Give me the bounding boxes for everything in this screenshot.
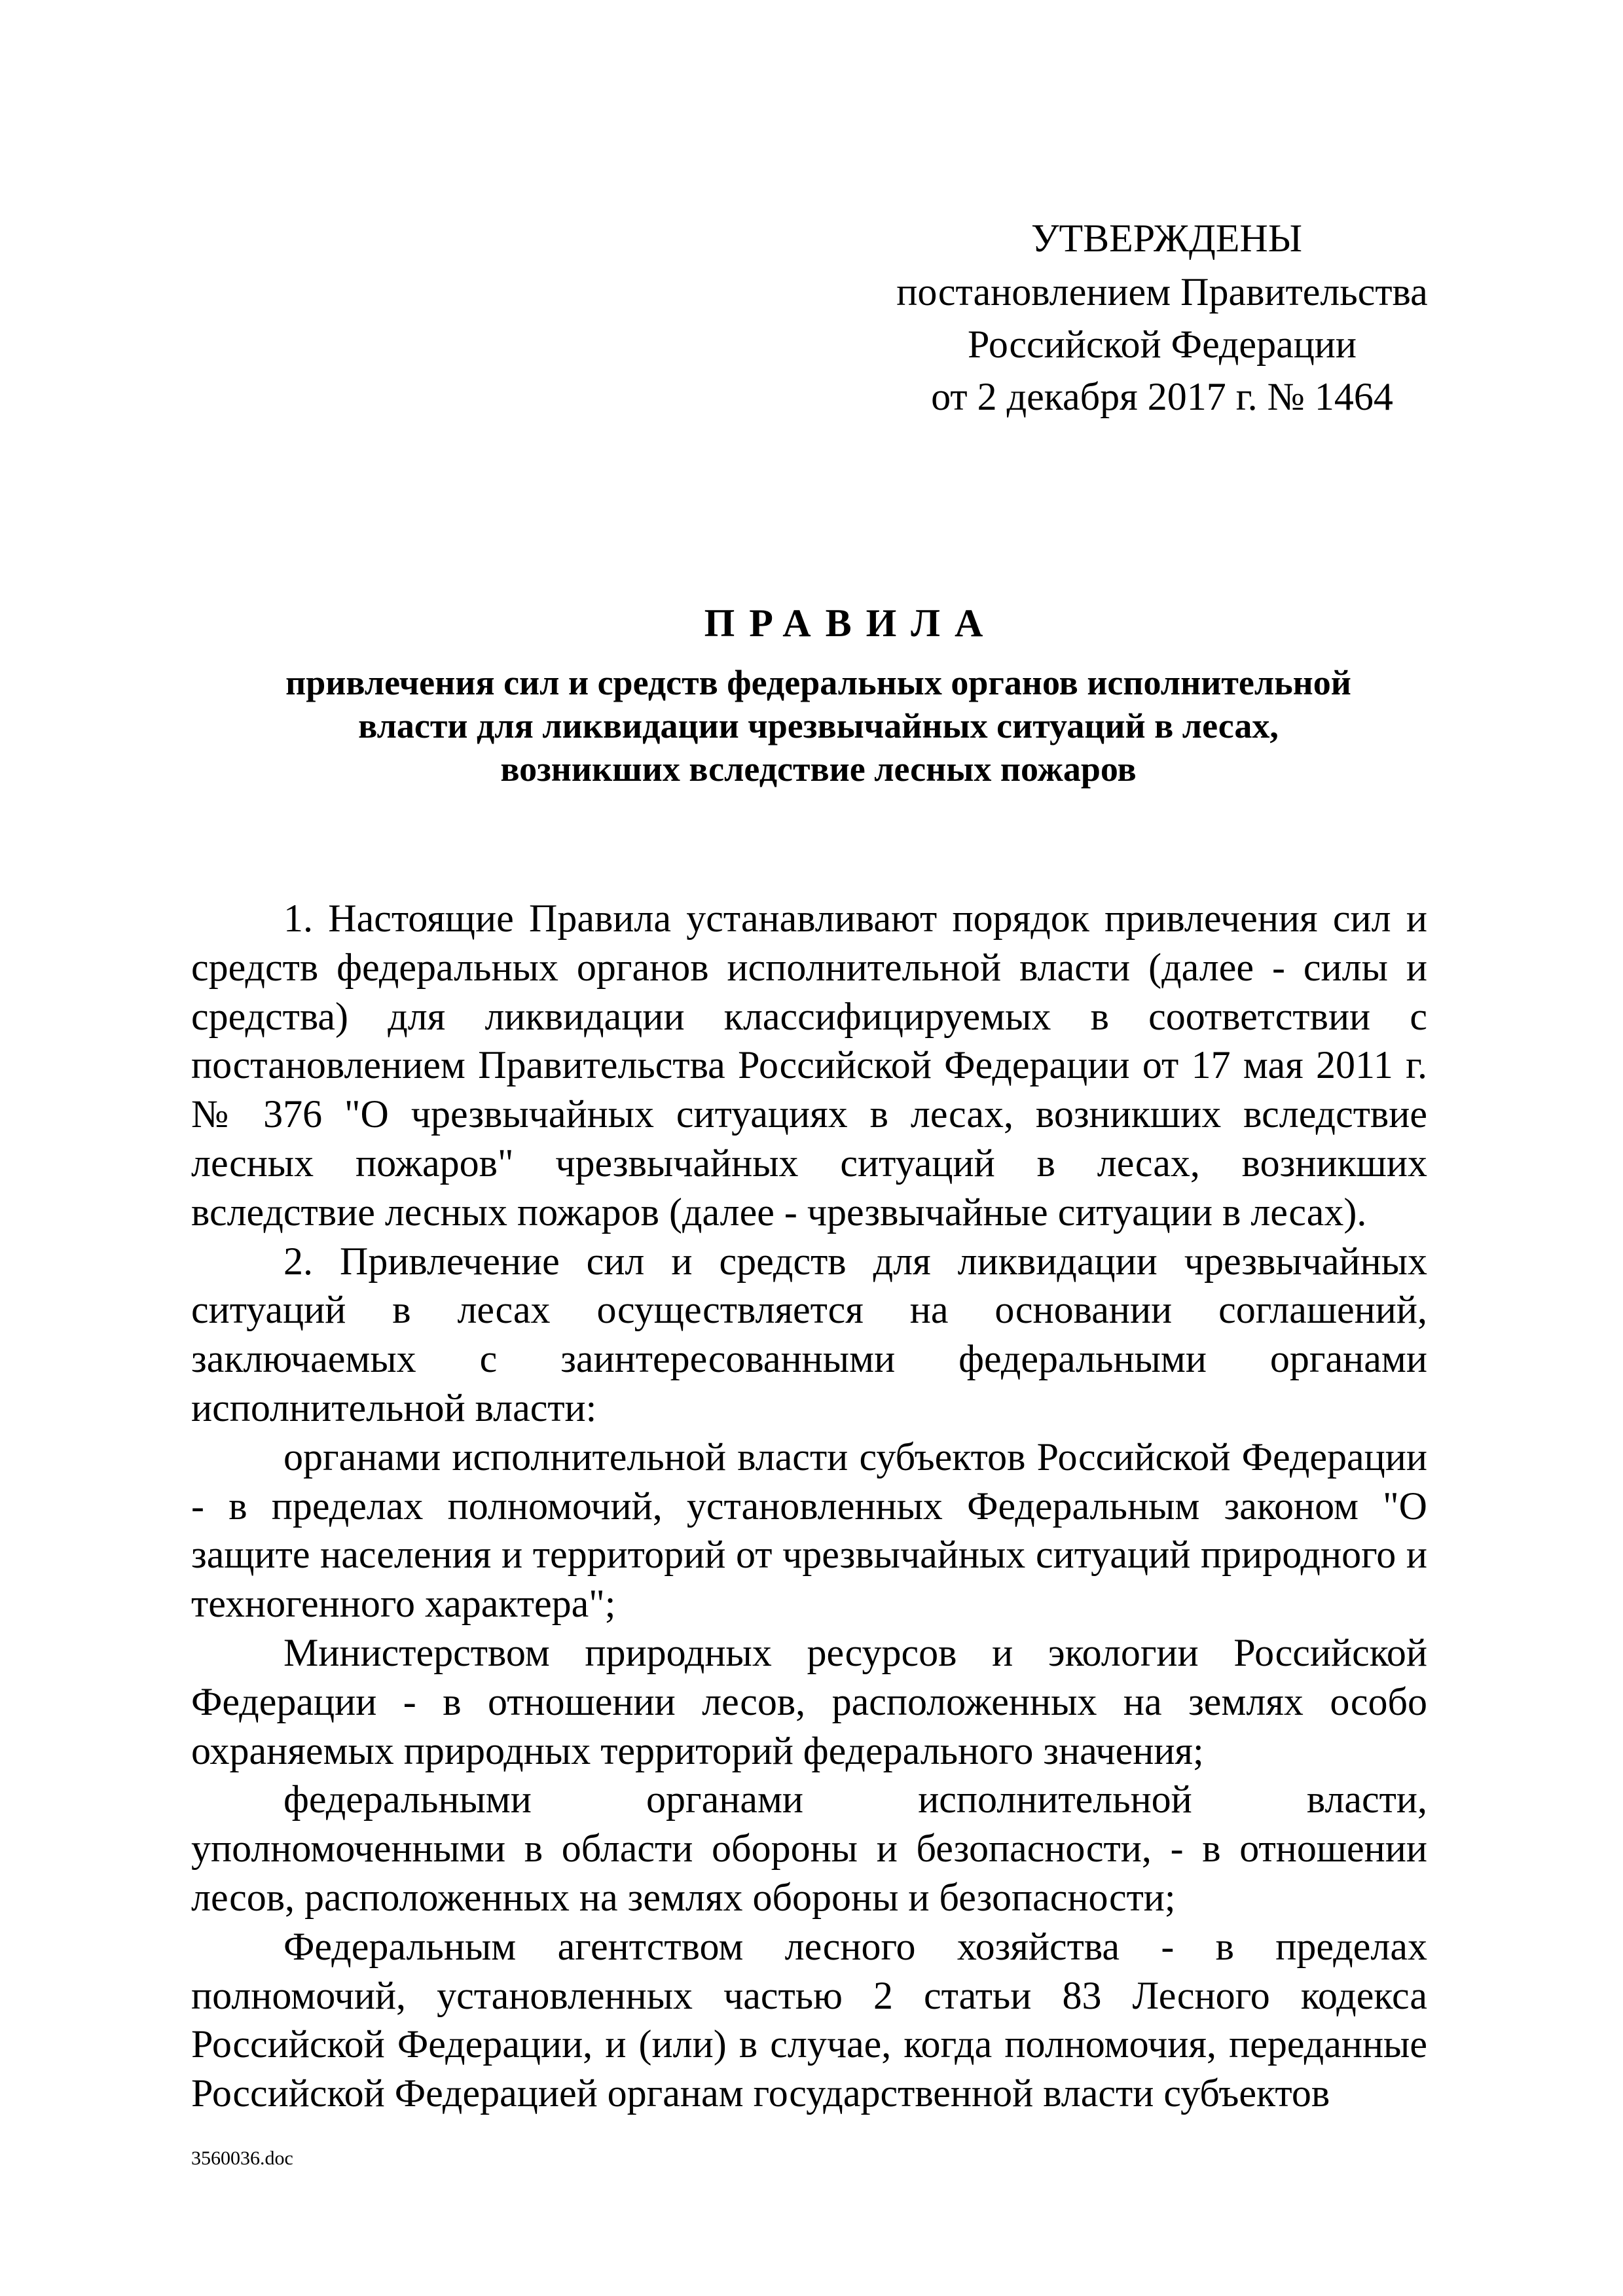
subtitle-line-3: возникших вследствие лесных пожаров (500, 749, 1137, 789)
paragraph-6: Федеральным агентством лесного хозяйства - в пределах полномочий, установленных частью 2 статьи 83 Лесного кодекса Российской Федерации, и (или) в случае, когда полномочия, переданные Российской Федерацией органам государственной власти субъектов (191, 1924, 1427, 2115)
paragraph-2: 2. Привлечение сил и средств для ликвидации чрезвычайных ситуаций в лесах осуществляется на основании соглашений, заключаемых с заинтересованными федеральными органами исполнительной власти: (191, 1239, 1427, 1429)
subtitle-line-1: привлечения сил и средств федеральных органов исполнительной (285, 663, 1351, 702)
approval-line-1: постановлением Правительства (896, 270, 1428, 314)
approval-date-number: от 2 декабря 2017 г. № 1464 (931, 375, 1393, 418)
paragraph-5: федеральными органами исполнительной власти, уполномоченными в области обороны и безопасности, - в отношении лесов, расположенных на землях обороны и безопасности; (191, 1778, 1427, 1919)
document-title: ПРАВИЛА (704, 601, 998, 645)
approval-title: УТВЕРЖДЕНЫ (1031, 217, 1303, 260)
paragraph-1: 1. Настоящие Правила устанавливают порядок привлечения сил и средств федеральных органов исполнительной власти (далее - силы и средства) для ликвидации классифицируемых в соответствии с постановлением Правительства Российской Федерации от 17 мая 2011 г. № 376 "О чрезвычайных ситуациях в лесах, возникших вследствие лесных пожаров" чрезвычайных ситуаций в лесах, возникших вследствие лесных пожаров (далее - чрезвычайные ситуации в лесах). (191, 897, 1427, 1234)
approval-block (851, 211, 1473, 423)
approval-line-2: Российской Федерации (967, 323, 1357, 366)
document-subtitle (196, 661, 1440, 791)
paragraph-3: органами исполнительной власти субъектов Российской Федерации - в пределах полномочий, установленных Федеральным законом "О защите населения и территорий от чрезвычайных ситуаций природного и техногенного характера"; (191, 1435, 1427, 1626)
document-body (191, 894, 1427, 2118)
paragraph-4: Министерством природных ресурсов и экологии Российской Федерации - в отношении лесов, расположенных на землях особо охраняемых природных территорий федерального значения; (191, 1630, 1427, 1772)
file-code: 3560036.doc (191, 2147, 293, 2169)
subtitle-line-2: власти для ликвидации чрезвычайных ситуаций в лесах, (358, 706, 1279, 745)
